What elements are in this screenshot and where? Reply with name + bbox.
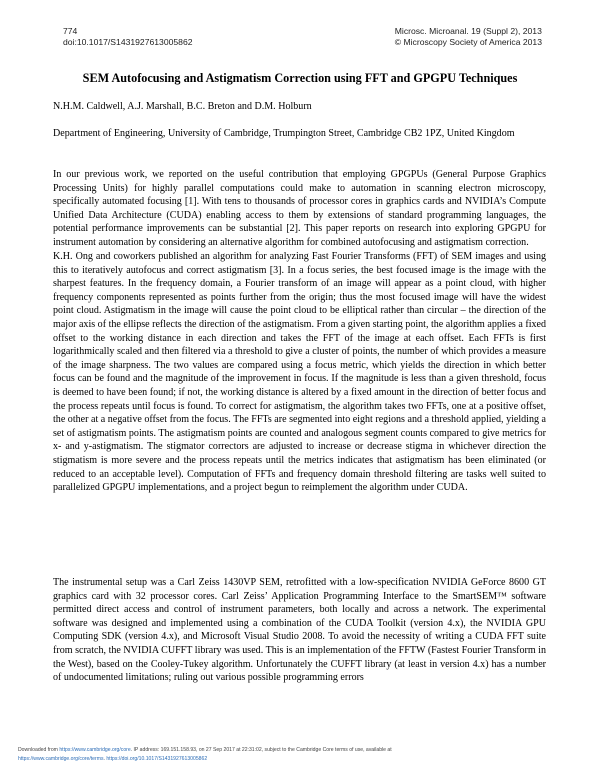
cambridge-core-link[interactable]: https://www.cambridge.org/core — [59, 747, 131, 753]
download-footer — [18, 746, 588, 764]
authors: N.H.M. Caldwell, A.J. Marshall, B.C. Breton and D.M. Holburn — [53, 101, 312, 112]
doi-link[interactable]: https://doi.org/10.1017/S1431927613005862 — [106, 756, 208, 762]
page-number: 774 — [63, 26, 78, 36]
paragraph-3: The instrumental setup was a Carl Zeiss 1430VP SEM, retrofitted with a low-specification NVIDIA GeForce 8600 GT graphics card with 32 processor cores. Carl Zeiss’ Application Programming Interface to the SmartSEM™ software permitted direct access and control of instrument parameters, both locally and across a network. The experimental software was designed and implemented using a combination of the CUDA Toolkit (version 4.x), the NVIDIA GPU Computing SDK (version 4.x), and Microsoft Visual Studio 2008. To avoid the necessity of writing a CUDA FFT suite from scratch, the NVIDIA CUFFT library was used. This is an implementation of the FFTW (Fastest Fourier Transform in the West), based on the Cooley-Tukey algorithm. Unfortunately the CUFFT library (at least in version 4.x) has a number of undocumented limitations; ruling out various possible programming errors — [53, 577, 546, 684]
footer-separator: . — [103, 756, 107, 762]
footer-suffix: . IP address: 169.151.158.93, on 27 Sep 2017 at 22:31:02, subject to the Cambridge Core terms of use, available at — [130, 747, 392, 753]
header-right — [395, 26, 542, 47]
affiliation: Department of Engineering, University of Cambridge, Trumpington Street, Cambridge CB2 1PZ, United Kingdom — [53, 128, 515, 139]
paper-title: SEM Autofocusing and Astigmatism Correction using FFT and GPGPU Techniques — [82, 71, 518, 85]
terms-link[interactable]: https://www.cambridge.org/core/terms — [18, 756, 104, 762]
paragraph-1: In our previous work, we reported on the useful contribution that employing GPGPUs (General Purpose Graphics Processing Units) for highly parallel computations could make to automation in scanning electron microscopy, specifically automated focusing [1]. With tens to thousands of processor cores in graphics cards and NVIDIA’s Compute Unified Data Architecture (CUDA) enabling access to them by extensions of standard programming languages, the potential performance improvements can be substantial [2]. This paper reports on research into exploring GPGPU for instrument automation by considering an alternative algorithm for combined autofocusing and astigmatism correction. — [53, 169, 546, 248]
paragraph-2: K.H. Ong and coworkers published an algorithm for analyzing Fast Fourier Transforms (FFT) of SEM images and using this to iteratively autofocus and correct astigmatism [3]. In a focus series, the best focused image is the image with the sharpest features. In the frequency domain, a Fourier transform of an image will appear as a point cloud, with higher frequency components represented as points further from the origin; thus the most focused image will have the widest point cloud. Astigmatism in the image will cause the point cloud to be elliptical rather than circular – the direction of the major axis of the ellipse reflects the direction of the astigmatism. From a given starting point, the algorithm applies a fixed offset to the working distance in each direction and takes the FFT of the image at each offset. Each FFTs is first logarithmically scaled and then filtered via a threshold to give a cluster of points, the number of which provides a measure of the image sharpness. The two values are compared using a focus metric, which yields the direction in which better focus can be found and the magnitude of the improvement in focus. If the magnitude is less than a given threshold, focus is deemed to have been found; if not, the working distance is altered by a fixed amount in the direction of better focus and the process repeats until focus is found. To correct for astigmatism, the algorithm takes two FFTs, one at a positive offset, the other at a negative offset from the focus. The FFTs are segmented into eight regions and a threshold applied, yielding a set of astigmatism points. The astigmatism points are counted and analogous segment counts compared to give metrics for x- and y-astigmatism. The stigmator correctors are adjusted to increase or decrease stigma in whichever direction the stigmatism is more severe and the process repeats until the metrics indicates that astigmatism has been eliminated (or reduced to an acceptable level). Computation of FFTs and frequency domain threshold filtering are tasks well suited to parallelized GPGPU implementations, and a project begun to reimplement the algorithm under CUDA. — [53, 251, 546, 494]
footer-prefix: Downloaded from — [18, 747, 58, 753]
header-left — [63, 26, 193, 47]
doi: doi:10.1017/S1431927613005862 — [63, 36, 193, 47]
copyright: © Microscopy Society of America 2013 — [394, 36, 542, 47]
journal-citation: Microsc. Microanal. 19 (Suppl 2), 2013 — [394, 26, 542, 36]
